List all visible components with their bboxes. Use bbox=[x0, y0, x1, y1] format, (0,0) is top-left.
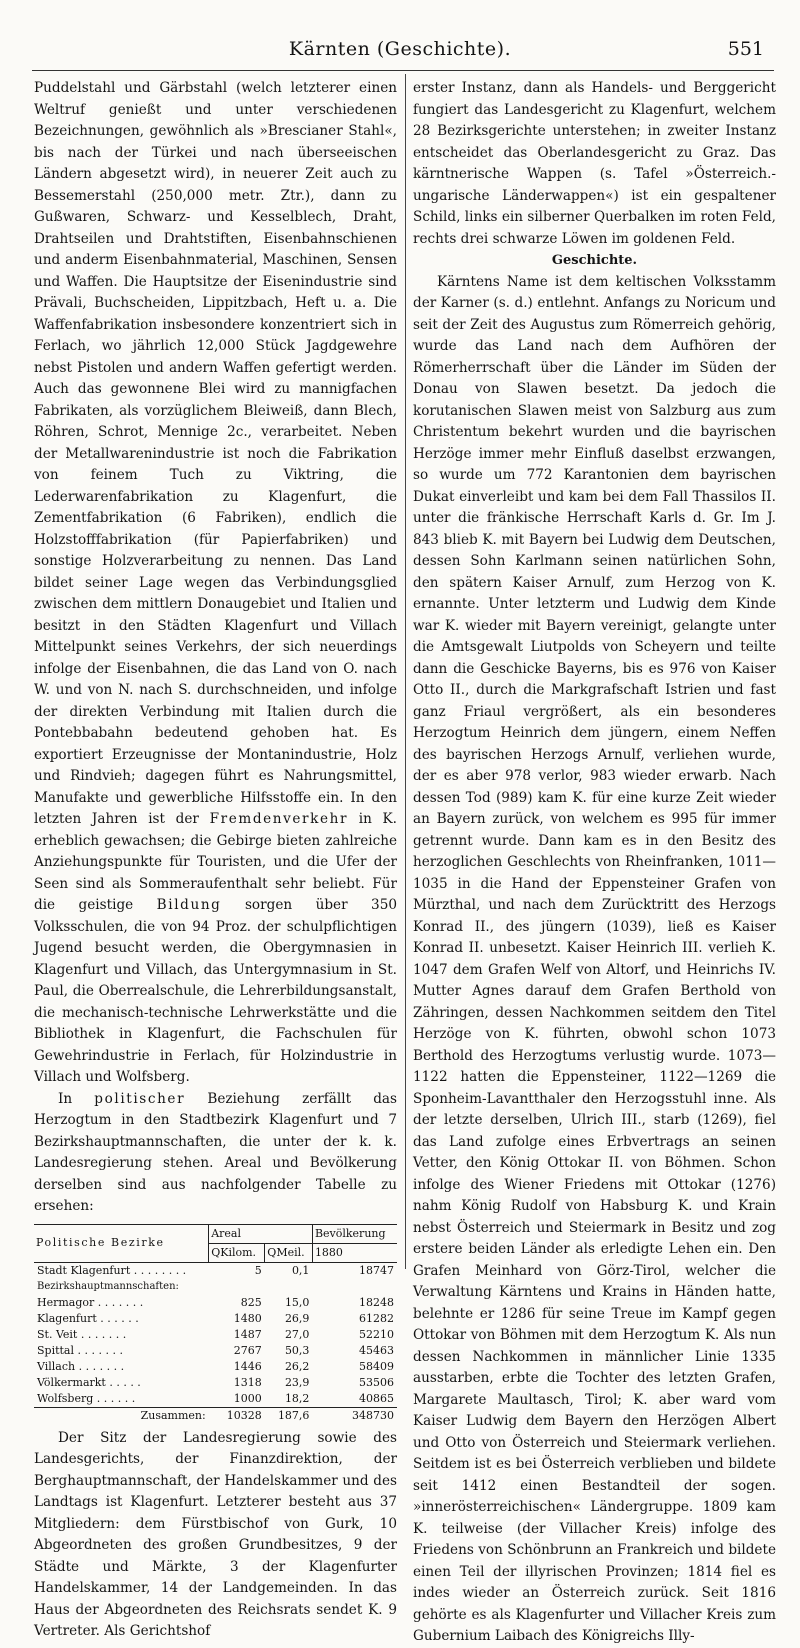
table-row bbox=[34, 1359, 397, 1375]
row-qkm: 1487 bbox=[233, 1327, 262, 1341]
row-qmi: 0,1 bbox=[291, 1263, 310, 1277]
row-pop: 61282 bbox=[359, 1311, 394, 1325]
column-header-qkm: QKilom. bbox=[209, 1243, 265, 1262]
table-row bbox=[34, 1375, 397, 1391]
column-divider bbox=[405, 74, 406, 1269]
column-header-name: Politische Bezirke bbox=[34, 1224, 209, 1262]
total-qmi: 187,6 bbox=[265, 1407, 313, 1424]
table-row bbox=[34, 1343, 397, 1359]
table-total-row bbox=[34, 1407, 397, 1424]
section-heading-history: Geschichte. bbox=[551, 253, 638, 268]
row-qmi: 26,9 bbox=[284, 1311, 310, 1325]
column-header-year: 1880 bbox=[312, 1243, 397, 1262]
row-qmi: 18,2 bbox=[284, 1391, 310, 1405]
paragraph-courts-arms: erster Instanz, dann als Handels- und Berggericht fungiert das Landesgericht zu Klagenfurt, welchem 28 Bezirksgerichte unterstehen; in zweiter Instanz entscheidet das Oberlandesgericht zu Graz. Das kärntnerische Wappen (s. Tafel »Österreich.-ungarische Länderwappen«) ist ein gespaltener Schild, links ein silberner Querbalken im roten Feld, rechts drei schwarze Löwen im goldenen Feld. bbox=[413, 80, 776, 247]
paragraph-history: Kärntens Name ist dem keltischen Volksstamm der Karner (s. d.) entlehnt. Anfangs zu Noricum und seit der Zeit des Augustus zum Römerreich gehörig, wurde das Land nach dem Aufhören der Römerherrschaft über die Länder im Süden der Donau von Slawen besetzt. Da jedoch die korutanischen Slawen meist von Salzburg aus zum Christentum bekehrt wurden und die bayrischen Herzöge immer mehr Einfluß daselbst erzwangen, so wurde um 772 Karantonien dem bayrischen Dukat einverleibt und kam bei dem Fall Thassilos II. unter die fränkische Herrschaft Karls d. Gr. Im J. 843 blieb K. mit Bayern bei Ludwig dem Deutschen, dessen Sohn Karlmann seinen natürlichen Sohn, den spätern Kaiser Arnulf, zum Herzog von K. ernannte. Unter letzterm und Ludwig dem Kinde war K. wieder mit Bayern vereinigt, gelangte unter die Amtsgewalt Liutpolds von Scheyern und teilte dann die Geschicke Bayerns, bis es 976 von Kaiser Otto II., durch die Markgrafschaft Istrien und fast ganz Friaul vergrößert, als ein besonderes Herzogtum Heinrich dem jüngern, einem Neffen des bayrischen Herzogs Arnulf, verliehen wurde, der es aber 978 verlor, 983 wieder erwarb. Nach dessen Tod (989) kam K. für eine kurze Zeit wieder an Bayern zurück, von welchem es 995 für immer getrennt wurde. Dann kam es in den Besitz des herzoglichen Geschlechts von Rheinfranken, 1011—1035 in die Hand der Eppensteiner Grafen von Mürzthal, und nach dem Zurücktritt des Herzogs Konrad II., des jüngern (1039), ließ es Kaiser Konrad II. unbesetzt. Kaiser Heinrich III. verlieh K. 1047 dem Grafen Welf von Altorf, und Heinrichs IV. Mutter Agnes darauf dem Grafen Berthold von Zähringen, dessen Nachkommen seitdem den Titel Herzöge von K. führten, obwohl schon 1073 Berthold des Herzogtums verlustig wurde. 1073—1122 hatten die Eppensteiner, 1122—1269 die Sponheim-Lavantthaler den Herzogsstuhl inne. Als der letzte derselben, Ulrich III., starb (1269), fiel das Land zufolge eines Erbvertrags an seinen Vetter, den König Ottokar II. von Böhmen. Schon infolge des Wiener Friedens mit Ottokar (1276) nahm König Rudolf von Habsburg K. und Krain nebst Österreich und Steiermark in Besitz und zog erstere beiden Länder als erledigte Lehen ein. Den Grafen Meinhard von Görz-Tirol, welcher die Verwaltung Kärntens und Krains in Händen hatte, belehnte er 1286 für seine Treue im Kampf gegen Ottokar von Böhmen mit dem Herzogtum K. Als nun dessen Nachkommen in männlicher Linie 1335 ausstarben, erbte die Tochter des letzten Grafen, Margarete Maultasch, Tirol; K. aber ward vom Kaiser Ludwig dem Bayern den Herzögen Albert und Otto von Österreich und Steiermark verliehen. Seitdem ist es bei Österreich verblieben und bildete seit 1412 einen Bestandteil der sogen. »innerösterreichischen« Ländergruppe. 1809 kam K. teilweise (der Villacher Kreis) infolge des Friedens von Schönbrunn an Frankreich und bildete einen Teil der illyrischen Provinzen; 1814 fiel es indes wieder an Österreich zurück. Seit 1816 gehörte es als Klagenfurter und Villacher Kreis zum Gubernium Laibach des Königreichs Illy- bbox=[413, 273, 776, 1644]
row-pop: 45463 bbox=[359, 1343, 394, 1357]
row-pop: 58409 bbox=[359, 1359, 394, 1373]
row-pop: 18248 bbox=[359, 1295, 394, 1309]
header-rule bbox=[32, 70, 774, 71]
paragraph-text: sorgen über 350 Volksschulen, die von 94 Proz. der schulpflichtigen Jugend besucht werden, die Obergymnasien in Klagenfurt und Villach, das Untergymnasium in St. Paul, die Oberrealschule, die Lehrerbildungsanstalt, die mechanisch-technische Lehrwerkstätte und die Bibliothek in Klagenfurt, die Fachschulen für Gewehrindustrie in Ferlach, für Holzindustrie in Villach und Wolfsberg. bbox=[34, 897, 397, 1085]
table-subheading-row bbox=[34, 1279, 397, 1295]
row-qmi: 23,9 bbox=[284, 1375, 310, 1389]
spaced-term: Bildung bbox=[156, 897, 222, 913]
total-pop: 348730 bbox=[312, 1407, 397, 1424]
column-header-areal: Areal bbox=[209, 1224, 313, 1243]
row-pop: 52210 bbox=[359, 1327, 394, 1341]
paragraph-politics bbox=[34, 1089, 397, 1218]
paragraph-text: Puddelstahl und Gärbstahl (welch letzterer einen Weltruf genießt und unter verschiedenen Bezeichnungen, gewöhnlich als »Brescianer Stahl«, bis nach der Türkei und nach überseeischen Ländern abgesetzt wird), in neuerer Zeit auch zu Bessemerstahl (250,000 metr. Ztr.), dann zu Gußwaren, Schwarz- und Kesselblech, Draht, Drahtseilen und Drahtstiften, Eisenbahnschienen und anderm Eisenbahnmaterial, Maschinen, Sensen und Waffen. Die Hauptsitze der Eisenindustrie sind Prävali, Buchscheiden, Lippitzbach, Heft u. a. Die Waffenfabrikation insbesondere konzentriert sich in Ferlach, wo jährlich 12,000 Stück Jagdgewehre nebst Pistolen und andern Waffen gefertigt werden. Auch das gewonnene Blei wird zu mannigfachen Fabrikaten, als vorzüglichem Bleiweiß, dann Blech, Röhren, Schrot, Mennige 2c., verarbeitet. Neben der Metallwarenindustrie ist noch die Fabrikation von feinem Tuch zu Viktring, die Lederwarenfabrikation zu Klagenfurt, die Zementfabrikation (6 Fabriken), endlich die Holzstofffabrikation (für Papierfabriken) und sonstige Holzverarbeitung zu nennen. Das Land bildet seiner Lage wegen das Verbindungsglied zwischen dem mittlern Donaugebiet und Italien und besitzt in den Städten Klagenfurt und Villach Mittelpunkt seines Verkehrs, der sich neuerdings infolge der Eisenbahnen, die das Land von O. nach W. und von N. nach S. durchschneiden, und infolge der direkten Verbindung mit Italien durch die Pontebbabahn bedeutend gehoben hat. Es exportiert Erzeugnisse der Montanindustrie, Holz und Rindvieh; dagegen führt es Nahrungsmittel, Manufakte und gewerbliche Hilfsstoffe ein. In den letzten Jahren ist der bbox=[34, 80, 397, 827]
row-qkm: 2767 bbox=[233, 1343, 262, 1357]
column-header-population: Bevölkerung bbox=[312, 1224, 397, 1243]
row-name: Klagenfurt . . . . . . bbox=[37, 1311, 139, 1325]
row-qkm: 825 bbox=[240, 1295, 262, 1309]
total-label: Zusammen: bbox=[34, 1407, 209, 1424]
row-name: Spittal . . . . . . . bbox=[37, 1343, 123, 1357]
row-qmi: 26,2 bbox=[284, 1359, 310, 1373]
page-number: 551 bbox=[727, 38, 764, 60]
table-row bbox=[34, 1327, 397, 1343]
row-qmi: 15,0 bbox=[284, 1295, 310, 1309]
spaced-term: Fremdenverkehr bbox=[209, 811, 349, 827]
row-qkm: 1318 bbox=[233, 1375, 262, 1389]
table-row bbox=[34, 1262, 397, 1279]
row-name: Völkermarkt . . . . . bbox=[37, 1375, 141, 1389]
row-qkm: 5 bbox=[254, 1263, 262, 1277]
column-header-qmi: QMeil. bbox=[265, 1243, 313, 1262]
row-qmi: 50,3 bbox=[284, 1343, 310, 1357]
row-name: Wolfsberg . . . . . . bbox=[37, 1391, 136, 1405]
row-pop: 53506 bbox=[359, 1375, 394, 1389]
district-table bbox=[34, 1224, 397, 1424]
row-qkm: 1000 bbox=[233, 1391, 262, 1405]
left-column bbox=[34, 78, 397, 1643]
row-qmi: 27,0 bbox=[284, 1327, 310, 1341]
table-header-row bbox=[34, 1224, 397, 1243]
right-column bbox=[413, 78, 776, 1648]
row-pop: 40865 bbox=[359, 1391, 394, 1405]
row-name: Stadt Klagenfurt . . . . . . . . bbox=[37, 1263, 187, 1277]
running-title: Kärnten (Geschichte). bbox=[288, 38, 512, 60]
total-qkm: 10328 bbox=[209, 1407, 265, 1424]
paragraph-government: Der Sitz der Landesregierung sowie des Landesgerichts, der Finanzdirektion, der Berghauptmannschaft, der Handelskammer und des Landtags ist Klagenfurt. Letzterer besteht aus 37 Mitgliedern: dem Fürstbischof von Gurk, 10 Abgeordneten des großen Grundbesitzes, 9 der Städte und Märkte, 3 der Klagenfurter Handelskammer, 14 der Landgemeinden. In das Haus der Abgeordneten des Reichsrats sendet K. 9 Vertreter. Als Gerichtshof bbox=[34, 1429, 397, 1639]
table-row bbox=[34, 1311, 397, 1327]
row-name: Villach . . . . . . . bbox=[37, 1359, 125, 1373]
row-qkm: 1446 bbox=[233, 1359, 262, 1373]
row-pop: 18747 bbox=[359, 1263, 394, 1277]
table-subheading: Bezirkshauptmannschaften: bbox=[37, 1280, 179, 1292]
table-row bbox=[34, 1295, 397, 1311]
row-qkm: 1480 bbox=[233, 1311, 262, 1325]
spaced-term: politischer bbox=[94, 1090, 186, 1107]
paragraph-text: in K. erheblich gewachsen; die Gebirge bieten zahlreiche Anziehungspunkte für Touristen, und die Ufer der Seen sind als Sommeraufenthalt sehr beliebt. Für die geistige bbox=[34, 811, 398, 913]
table-row bbox=[34, 1391, 397, 1408]
paragraph-text: In bbox=[58, 1090, 73, 1107]
paragraph-text: Beziehung zerfällt das Herzogtum in den Stadtbezirk Klagenfurt und 7 Bezirkshauptmannschaften, die unter der k. k. Landesregierung stehen. Areal und Bevölkerung derselben sind aus nachfolgender Tabelle zu ersehen: bbox=[34, 1090, 398, 1214]
row-name: Hermagor . . . . . . . bbox=[37, 1295, 144, 1309]
row-name: St. Veit . . . . . . . bbox=[37, 1327, 127, 1341]
paragraph-industry bbox=[34, 78, 397, 1089]
